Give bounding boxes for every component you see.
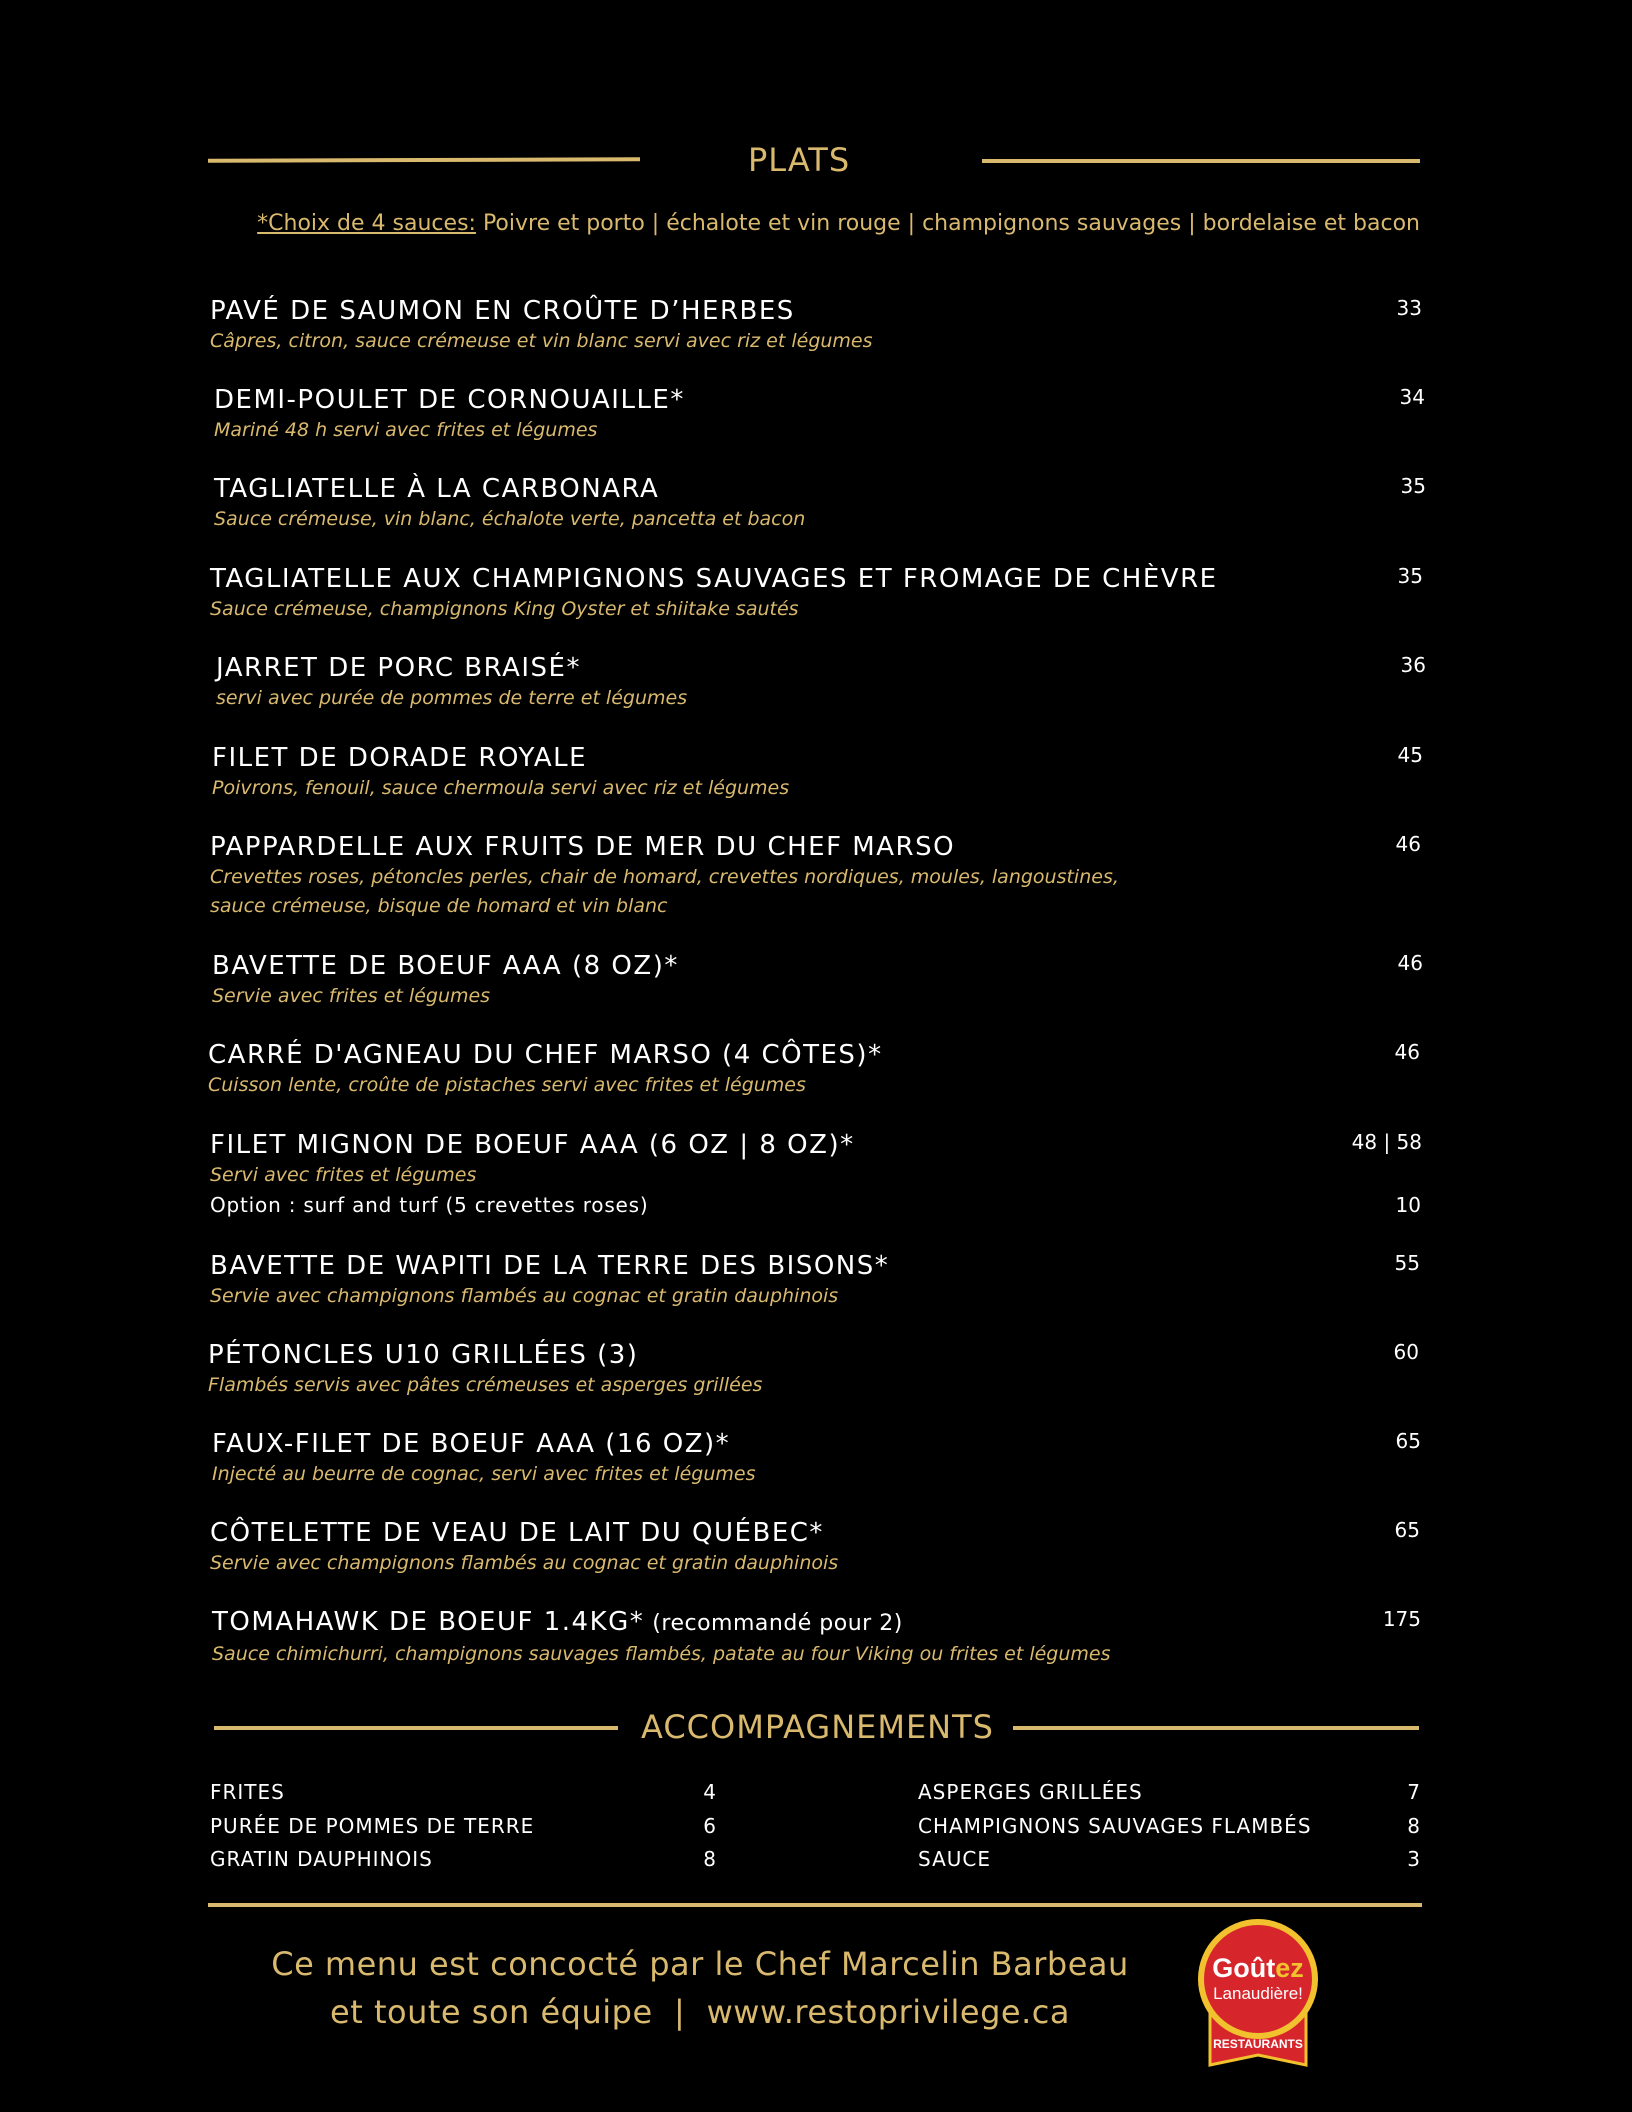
item-name: PAPPARDELLE AUX FRUITS DE MER DU CHEF MARSO bbox=[210, 832, 956, 862]
plats-title: PLATS bbox=[748, 141, 851, 179]
badge-graphic bbox=[1168, 1915, 1348, 2075]
menu-item bbox=[210, 1517, 838, 1578]
item-name bbox=[212, 1606, 1111, 1640]
sauces-note bbox=[215, 211, 1420, 236]
side-item-name: SAUCE bbox=[918, 1847, 991, 1871]
sauces-list: Poivre et porto | échalote et vin rouge | champignons sauvages | bordelaise et bacon bbox=[482, 211, 1420, 236]
badge-region: Lanaudière! bbox=[1213, 1984, 1303, 2003]
menu-item bbox=[212, 1606, 1111, 1669]
item-description: Poivrons, fenouil, sauce chermoula servi avec riz et légumes bbox=[212, 777, 790, 799]
item-price: 46 bbox=[1394, 1040, 1420, 1064]
menu-item bbox=[212, 742, 789, 803]
item-description: servi avec purée de pommes de terre et légumes bbox=[216, 687, 688, 709]
item-name: FILET DE DORADE ROYALE bbox=[212, 743, 588, 773]
side-item-price: 3 bbox=[1407, 1847, 1420, 1871]
item-description-line2: sauce crémeuse, bisque de homard et vin blanc bbox=[210, 895, 668, 917]
item-description: Servie avec frites et légumes bbox=[212, 985, 491, 1007]
item-price: 65 bbox=[1395, 1429, 1421, 1453]
menu-item bbox=[210, 295, 873, 356]
item-price: 35 bbox=[1397, 564, 1423, 588]
item-price: 35 bbox=[1400, 474, 1426, 498]
item-name: FILET MIGNON DE BOEUF AAA (6 OZ | 8 OZ)* bbox=[210, 1130, 855, 1160]
menu-item bbox=[208, 1339, 762, 1400]
item-price: 45 bbox=[1397, 743, 1423, 767]
footer-divider bbox=[208, 1903, 1422, 1907]
badge-brand: Goûtez bbox=[1212, 1953, 1304, 1983]
item-description: Sauce crémeuse, champignons King Oyster et shiitake sautés bbox=[210, 598, 799, 620]
side-item-price: 8 bbox=[703, 1847, 716, 1871]
plats-rule-right bbox=[982, 159, 1420, 163]
item-description: Sauce crémeuse, vin blanc, échalote verte, pancetta et bacon bbox=[214, 508, 806, 530]
menu-item bbox=[212, 950, 679, 1011]
item-description: Servie avec champignons flambés au cognac et gratin dauphinois bbox=[210, 1552, 839, 1574]
menu-item bbox=[210, 563, 1218, 624]
accompagnements-rule-right bbox=[1013, 1726, 1419, 1730]
menu-item bbox=[216, 652, 687, 713]
item-name: BAVETTE DE WAPITI DE LA TERRE DES BISONS* bbox=[210, 1251, 890, 1281]
item-price: 55 bbox=[1394, 1251, 1420, 1275]
item-name-note: (recommandé pour 2) bbox=[652, 1611, 903, 1636]
item-price: 46 bbox=[1395, 832, 1421, 856]
sauces-label: *Choix de 4 sauces: bbox=[257, 211, 476, 236]
side-item-name: ASPERGES GRILLÉES bbox=[918, 1780, 1143, 1804]
menu-item bbox=[214, 473, 805, 534]
item-price: 36 bbox=[1400, 653, 1426, 677]
side-item-name: GRATIN DAUPHINOIS bbox=[210, 1847, 433, 1871]
item-name: TAGLIATELLE À LA CARBONARA bbox=[214, 474, 660, 504]
side-item-price: 7 bbox=[1407, 1780, 1420, 1804]
item-name-main: TOMAHAWK DE BOEUF 1.4KG* bbox=[212, 1607, 645, 1637]
item-name: JARRET DE PORC BRAISÉ* bbox=[216, 653, 581, 683]
item-name: BAVETTE DE BOEUF AAA (8 OZ)* bbox=[212, 951, 679, 981]
item-price: 48 | 58 bbox=[1351, 1130, 1422, 1154]
item-name: DEMI-POULET DE CORNOUAILLE* bbox=[214, 385, 685, 415]
item-price: 175 bbox=[1382, 1607, 1421, 1631]
goutez-lanaudiere-badge bbox=[1168, 1915, 1348, 2075]
plats-rule-left bbox=[208, 157, 640, 163]
item-description: Servie avec champignons flambés au cognac et gratin dauphinois bbox=[210, 1285, 839, 1307]
side-item-name: PURÉE DE POMMES DE TERRE bbox=[210, 1814, 535, 1838]
menu-item bbox=[210, 831, 1119, 921]
accompagnements-rule-left bbox=[214, 1726, 618, 1730]
menu-item bbox=[210, 1250, 889, 1311]
side-item-name: CHAMPIGNONS SAUVAGES FLAMBÉS bbox=[918, 1814, 1312, 1838]
menu-item bbox=[208, 1039, 883, 1100]
item-description: Câpres, citron, sauce crémeuse et vin blanc servi avec riz et légumes bbox=[210, 330, 873, 352]
item-option: Option : surf and turf (5 crevettes roses) bbox=[210, 1193, 649, 1217]
item-price: 65 bbox=[1394, 1518, 1420, 1542]
side-item-price: 6 bbox=[703, 1814, 716, 1838]
item-price: 34 bbox=[1399, 385, 1425, 409]
item-description: Flambés servis avec pâtes crémeuses et asperges grillées bbox=[208, 1374, 763, 1396]
item-price: 33 bbox=[1396, 296, 1422, 320]
side-item-name: FRITES bbox=[210, 1780, 285, 1804]
badge-ribbon-text: RESTAURANTS bbox=[1213, 2037, 1303, 2051]
item-description: Cuisson lente, croûte de pistaches servi avec frites et légumes bbox=[208, 1074, 806, 1096]
item-name: PÉTONCLES U10 GRILLÉES (3) bbox=[208, 1340, 639, 1370]
item-name: CÔTELETTE DE VEAU DE LAIT DU QUÉBEC* bbox=[210, 1518, 824, 1548]
item-description: Sauce chimichurri, champignons sauvages flambés, patate au four Viking ou frites et légumes bbox=[212, 1643, 1111, 1665]
item-description: Crevettes roses, pétoncles perles, chair de homard, crevettes nordiques, moules, langoustines, bbox=[210, 866, 1119, 888]
menu-item bbox=[212, 1428, 755, 1489]
item-description: Servi avec frites et légumes bbox=[210, 1164, 477, 1186]
item-description: Injecté au beurre de cognac, servi avec frites et légumes bbox=[212, 1463, 756, 1485]
menu-item bbox=[210, 1129, 855, 1220]
side-item-price: 8 bbox=[1407, 1814, 1420, 1838]
item-price: 60 bbox=[1393, 1340, 1419, 1364]
item-name: CARRÉ D'AGNEAU DU CHEF MARSO (4 CÔTES)* bbox=[208, 1040, 883, 1070]
footer-chef-credit: Ce menu est concocté par le Chef Marcelin Barbeau bbox=[271, 1945, 1129, 1983]
item-name: FAUX-FILET DE BOEUF AAA (16 OZ)* bbox=[212, 1429, 731, 1459]
footer-team-website: et toute son équipe | www.restoprivilege.ca bbox=[330, 1993, 1070, 2031]
accompagnements-title: ACCOMPAGNEMENTS bbox=[641, 1708, 994, 1746]
menu-item bbox=[214, 384, 685, 445]
item-name: PAVÉ DE SAUMON EN CROÛTE D’HERBES bbox=[210, 296, 795, 326]
item-name: TAGLIATELLE AUX CHAMPIGNONS SAUVAGES ET FROMAGE DE CHÈVRE bbox=[210, 564, 1218, 594]
side-item-price: 4 bbox=[703, 1780, 716, 1804]
item-description: Mariné 48 h servi avec frites et légumes bbox=[214, 419, 598, 441]
item-option-price: 10 bbox=[1395, 1193, 1421, 1217]
item-price: 46 bbox=[1397, 951, 1423, 975]
